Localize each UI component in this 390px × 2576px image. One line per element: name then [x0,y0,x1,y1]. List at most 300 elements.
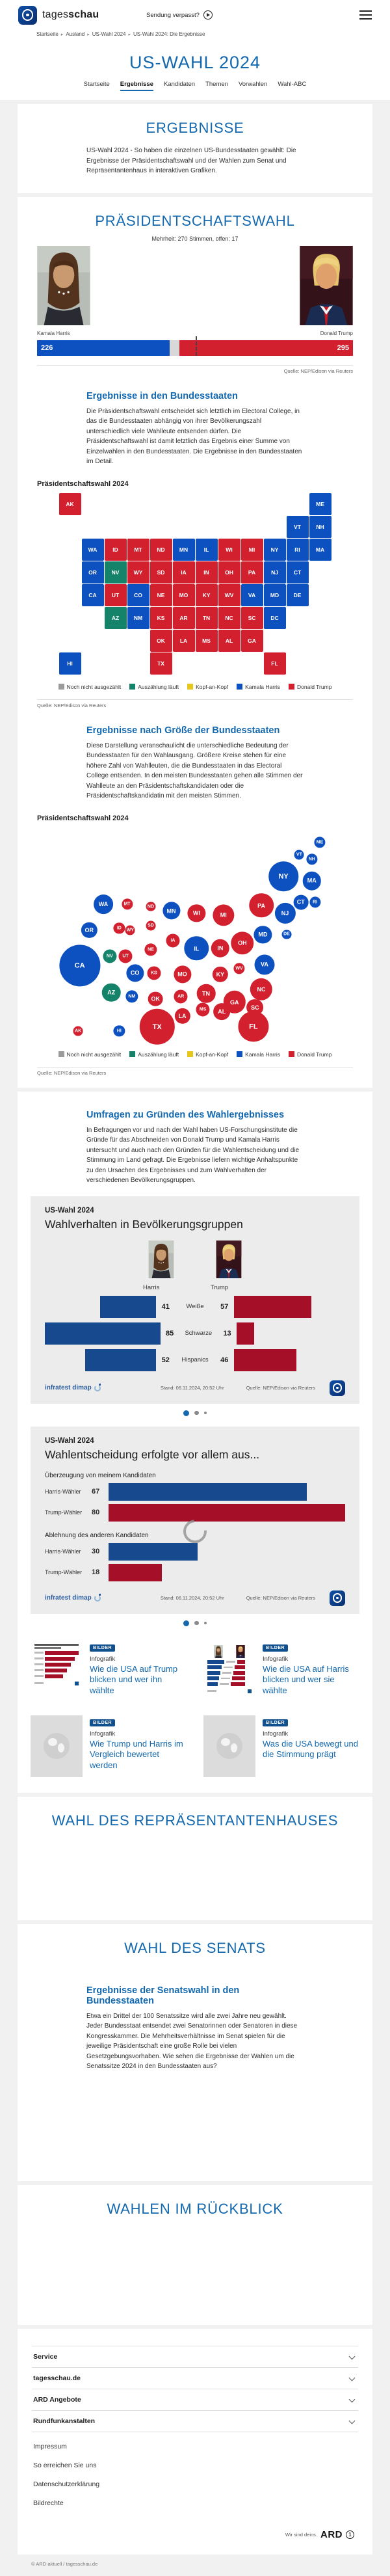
senatswahl-heading: Ergebnisse der Senatswahl in den Bundesstaaten [86,1985,240,2006]
state-tile-KY[interactable]: KY [196,584,218,606]
tagesschau-icon [330,1380,345,1396]
unloaded-content [31,1829,359,1901]
breadcrumb-item[interactable]: US-Wahl 2024: Die Ergebnisse [133,31,205,37]
carousel-dots [31,1620,359,1626]
state-tile-NY[interactable]: NY [264,539,286,561]
sendung-verpasst-link[interactable] [146,10,244,20]
kamala-harris-photo [37,246,90,329]
state-bubble-NM[interactable]: NM [125,991,138,1003]
carousel-dot-active[interactable] [183,1620,189,1626]
demographics-bars [45,1296,345,1371]
category-label: Weiße [186,1303,204,1310]
tagesschau-logo-icon[interactable] [18,6,37,25]
footer-accordion [32,2346,358,2432]
demographics-row [45,1322,345,1345]
state-bubble-WY[interactable]: WY [125,925,135,935]
state-tile-VT[interactable]: VT [287,516,309,538]
legend-item [58,1051,122,1058]
rueckblick-title: WAHLEN IM RÜCKBLICK [107,2200,283,2217]
decision-row [45,1564,345,1581]
teaser-grid [31,1641,359,1777]
state-tile-NH[interactable]: NH [309,516,332,538]
chart-title: Wahlverhalten in Bevölkerungsgruppen [45,1217,243,1231]
teaser-body [90,1715,187,1777]
footer-accordion-tagesschaude[interactable] [32,2367,358,2389]
ec-segment-offen [170,340,179,356]
trump-bar [237,1322,254,1345]
state-bubble-CT[interactable]: CT [293,895,308,910]
teaser-body [263,1641,359,1702]
ard-one-icon: 1 [346,2530,354,2539]
row-label: Trump-Wähler [45,1569,83,1576]
praesidentschaftswahl-title: PRÄSIDENTSCHAFTSWAHL [95,212,295,229]
row-bar [109,1564,162,1581]
tab-kandidaten[interactable]: Kandidaten [164,81,196,88]
trump-value: 57 [220,1302,229,1311]
row-label: Harris-Wähler [45,1488,81,1495]
electoral-college-bar [37,340,353,356]
state-tile-MS[interactable]: MS [196,630,218,652]
page-title: US-WAHL 2024 [129,53,261,72]
legend-label: Kamala Harris [245,1051,281,1058]
decision-row [45,1483,345,1501]
ec-segment-kamala-harris [37,340,170,356]
state-bubble-NJ[interactable]: NJ [274,902,295,923]
infratest-dimap-logo: infratest dimap [45,1384,101,1391]
senatswahl-text: Etwa ein Drittel der 100 Senatssitze wird alle zwei Jahre neu gewählt. Jeder Bundesstaat entsendet zwei Senatorinnen oder Senatoren in diese Kongresskammer. Die Mehrheitsverhältnisse im Senat spielen für die jeweilige Präsidentschaft eine große Rolle bei vielen Gesetzgebungsvorhaben. Wie sehen die Ergebnisse der Wahlen um die Senatssitze 2024 in den Bundesstaaten aus? [86,2012,298,2070]
state-bubble-DE[interactable]: DE [281,930,291,939]
state-tile-CA[interactable]: CA [82,584,104,606]
teaser-thumbnail[interactable] [31,1641,83,1702]
state-bubble-SD[interactable]: SD [146,921,156,931]
footer-accordion-service[interactable] [32,2346,358,2367]
footer-accordion-rundfunkanstalten[interactable] [32,2410,358,2432]
state-bubble-NH[interactable]: NH [306,853,317,865]
group-label: Ablehnung des anderen Kandidaten [45,1531,149,1539]
state-tile-TN[interactable]: TN [196,607,218,629]
teaser-thumbnail[interactable] [203,1641,255,1702]
trump-value: 46 [220,1356,229,1364]
source-note: Quelle: NEP/Edison via Reuters [283,368,353,374]
state-bubble-AR[interactable]: AR [174,990,188,1004]
state-tile-NM[interactable]: NM [127,607,150,629]
senat-title: WAHL DES SENATS [124,1939,266,1956]
chart-title: Wahlentscheidung erfolgte vor allem aus... [45,1447,260,1461]
map-legend [31,684,359,690]
trump-value: 13 [223,1329,231,1337]
footer-accordion-ardangebote[interactable] [32,2389,358,2410]
legend-swatch [237,684,242,690]
state-bubble-UT[interactable]: UT [119,949,133,963]
state-tile-DC[interactable]: DC [264,607,286,629]
candidate-harris [37,246,90,336]
chart-wahlverhalten [31,1196,359,1404]
state-tile-CO[interactable]: CO [127,584,150,606]
legend-label: Kopf-an-Kopf [196,1051,229,1058]
chart-footer [45,1380,345,1396]
state-tile-LA[interactable]: LA [173,630,195,652]
size-text: Diese Darstellung veranschaulicht die unterschiedliche Bedeutung der Bundesstaaten für den Wahlausgang. Größere Kreise stehen für eine höhere Zahl von Wahlleuten, die die Bundesstaaten in das Electoral College entsenden. In den meisten Bundesstaaten gehen alle Stimmen der Wahlleute an den Präsidentschaftskandidaten oder die Präsidentschaftskandidatin mit den meisten Stimmen. [86,742,303,799]
harris-bar [100,1296,156,1318]
section-praesidentschaftswahl [18,197,372,1088]
source-note: Quelle: NEP/Edison via Reuters [37,702,107,708]
state-bubble-LA[interactable]: LA [174,1008,190,1024]
harris-value: 41 [161,1302,170,1311]
state-tile-TX[interactable]: TX [150,652,172,675]
state-tile-NJ[interactable]: NJ [264,561,286,584]
tab-vorwahlen[interactable]: Vorwahlen [238,81,268,88]
state-tile-WY[interactable]: WY [127,561,150,584]
legend-label: Donald Trump [297,1051,332,1058]
legend-item [237,1051,280,1058]
state-bubble-NV[interactable]: NV [103,949,116,963]
page-footer [18,2329,372,2555]
footer-link[interactable]: Impressum [33,2442,67,2450]
tagesschau-wordmark[interactable]: tagesschau [42,9,99,20]
legend-item [289,1051,332,1058]
globe-icon [216,1733,242,1759]
section-rueckblick [18,2185,372,2325]
trump-votes: 295 [337,343,349,352]
teaser-item[interactable] [31,1641,187,1702]
state-tile-FL[interactable]: FL [264,652,286,675]
ergebnisse-intro-text: US-Wahl 2024 - So haben die einzelnen US-Bundesstaaten gewählt: Die Ergebnisse der Präsidentschaftswahl und der Wahlen zum Senat und Repräsentantenhaus in interaktiven Grafiken. [86,147,296,174]
state-tile-OK[interactable]: OK [150,630,172,652]
state-tile-NV[interactable]: NV [105,561,127,584]
masthead [0,0,390,100]
state-tile-MI[interactable]: MI [241,539,263,561]
trump-label: Trump [211,1283,229,1291]
harris-value: 85 [165,1329,174,1337]
legend-label: Noch nicht ausgezählt [66,683,122,690]
state-tile-PA[interactable]: PA [241,561,263,584]
tab-themen[interactable]: Themen [205,81,228,88]
state-bubble-AZ[interactable]: AZ [102,983,121,1002]
carousel-dot[interactable] [204,1622,207,1624]
category-label: Schwarze [185,1330,213,1337]
legend-label: Donald Trump [297,683,332,690]
state-bubble-VA[interactable]: VA [254,954,274,974]
legend-swatch [58,1051,64,1057]
legend-label: Noch nicht ausgezählt [66,1051,122,1058]
breadcrumb-item[interactable]: Startseite [36,31,58,37]
decision-group [45,1472,345,1522]
breadcrumb [0,30,390,42]
legend-swatch [187,1051,193,1057]
tab-startseite[interactable]: Startseite [83,81,110,88]
teaser-title[interactable]: Was die USA bewegt und die Stimmung prägt [263,1738,358,1760]
state-bubble-WA[interactable]: WA [94,894,113,914]
state-bubble-IN[interactable]: IN [211,939,230,958]
state-bubble-HI[interactable]: HI [114,1025,125,1036]
source-note: Quelle: NEP/Edison via Reuters [37,1069,107,1076]
teaser-item[interactable] [203,1715,359,1777]
size-heading: Ergebnisse nach Größe der Bundesstaaten [86,725,280,736]
state-bubble-MT[interactable]: MT [122,899,133,910]
source-note: Quelle: NEP/Edison via Reuters [246,1385,315,1391]
state-bubble-OK[interactable]: OK [148,991,163,1006]
state-tile-MA[interactable]: MA [309,539,332,561]
state-tile-IN[interactable]: IN [196,561,218,584]
umfragen-text: In Befragungen vor und nach der Wahl haben US-Forschungsinstitute die Gründe für das Abschneiden von Donald Trump und Kamala Harris untersucht und auch nach den Gründen für die Wahlentscheidung und die Stimmung im Land gefragt. Die Ergebnisse liefern wichtige Anhaltspunkte zu den Ursachen des Ergebnisses und zum Wahlverhalten der verschiedenen Bevölkerungsgruppen. [86,1126,300,1184]
group-label: Überzeugung von meinem Kandidaten [45,1471,156,1479]
legend-item [129,684,179,690]
legend-item [187,1051,228,1058]
chart-wahlentscheidung [31,1427,359,1614]
teaser-title[interactable]: Wie die USA auf Trump blicken und wer ihn wählte [90,1663,178,1696]
divider [37,699,353,700]
legend-swatch [187,684,193,690]
state-bubble-PA[interactable]: PA [249,893,273,917]
majority-note: Mehrheit: 270 Stimmen, offen: 17 [151,235,239,242]
section-senat [18,1924,372,2181]
state-tile-RI[interactable]: RI [287,539,309,561]
trump-bar [234,1349,297,1371]
states-heading: Ergebnisse in den Bundesstaaten [86,390,238,401]
carousel-dot-active[interactable] [183,1410,189,1416]
state-tile-IL[interactable]: IL [196,539,218,561]
chart-footer [45,1590,345,1606]
state-tile-ID[interactable]: ID [105,539,127,561]
bubble-map-legend [31,1051,359,1058]
legend-swatch [129,1051,135,1057]
state-tile-OH[interactable]: OH [218,561,240,584]
state-bubble-MS[interactable]: MS [196,1002,210,1016]
legend-label: Auszählung läuft [138,1051,179,1058]
legend-item [129,1051,179,1058]
unloaded-content [31,2218,359,2309]
teaser-kicker: Infografik [90,1655,116,1663]
footer-link[interactable]: So erreichen Sie uns [33,2461,97,2469]
carousel-dot[interactable] [194,1411,199,1415]
state-bubble-CO[interactable]: CO [126,964,144,982]
harris-votes: 226 [41,343,53,352]
state-bubble-NE[interactable]: NE [144,943,157,956]
state-bubble-SC[interactable]: SC [246,999,263,1016]
state-bubble-TX[interactable]: TX [139,1009,174,1044]
state-tile-WV[interactable]: WV [218,584,240,606]
state-bubble-FL[interactable]: FL [238,1012,268,1042]
footer-links [33,2443,358,2507]
candidates-row [31,246,359,336]
state-bubble-KS[interactable]: KS [147,966,161,980]
legend-label: Auszählung läuft [138,683,179,690]
state-tile-MO[interactable]: MO [173,584,195,606]
state-bubble-GA[interactable]: GA [224,991,246,1013]
carousel-dot[interactable] [194,1621,199,1626]
tab-wahl-abc[interactable]: Wahl-ABC [278,81,307,88]
teaser-thumbnail[interactable] [203,1715,255,1777]
mini-chart-profile-compare [203,1641,255,1702]
state-tile-SC[interactable]: SC [241,607,263,629]
row-label: Trump-Wähler [45,1509,83,1516]
state-bubble-ID[interactable]: ID [114,922,125,933]
accordion-label: ARD Angebote [33,2395,81,2404]
tab-ergebnisse[interactable]: Ergebnisse [120,81,153,91]
state-tile-UT[interactable]: UT [105,584,127,606]
state-bubble-CA[interactable]: CA [59,945,100,986]
row-value: 30 [92,1548,100,1555]
state-bubble-IA[interactable]: IA [166,934,179,948]
harris-photo-small [143,1270,179,1281]
footer-link[interactable]: Bildrechte [33,2499,64,2507]
row-bar [109,1483,307,1501]
hub-tabs [0,81,390,91]
legend-item [58,684,122,690]
state-tile-AK[interactable]: AK [59,493,81,515]
legend-swatch [58,684,64,690]
top-bar [0,0,390,30]
ec-segment-donald-trump [179,340,352,356]
bilder-badge: BILDER [90,1719,115,1726]
ergebnisse-title: ERGEBNISSE [146,120,244,136]
state-tile-CT[interactable]: CT [287,561,309,584]
decision-row [45,1504,345,1522]
breadcrumb-separator: ▸ [128,33,131,37]
map-label: Präsidentschaftswahl 2024 [37,479,129,488]
teaser-item[interactable] [203,1641,359,1702]
demographics-row [45,1296,345,1318]
legend-swatch [289,684,294,690]
harris-bar [85,1349,156,1371]
teaser-body [263,1715,359,1777]
states-text: Die Präsidentschaftswahl entscheidet sich letztlich im Electoral College, in das die Bundesstaaten abhängig von ihrer Bevölkerungszahl unterschiedlich viele Wahlleute entsenden dürfen. Die Präsidentschaftswahl ist damit letztlich das Ergebnis einer Summe von Einzelwahlen in den Bundesstaaten. Die Ergebnisse in den Bundesstaaten im Detail. [86,407,302,465]
copyright-bar: © ARD-aktuell / tagesschau.de [31,2560,98,2567]
state-bubble-KY[interactable]: KY [213,966,228,982]
state-tile-NC[interactable]: NC [218,607,240,629]
state-tile-IA[interactable]: IA [173,561,195,584]
bubble-map-label: Präsidentschaftswahl 2024 [37,814,129,822]
legend-label: Kamala Harris [245,683,281,690]
chevron-down-icon [349,2375,356,2381]
accordion-label: Rundfunkanstalten [33,2417,96,2425]
infratest-dimap-logo: infratest dimap [45,1594,101,1602]
state-tile-NE[interactable]: NE [150,584,172,606]
decision-bars [45,1472,345,1581]
ard-brand: ARD [320,2529,343,2540]
teaser-thumbnail[interactable] [31,1715,83,1777]
state-tile-AL[interactable]: AL [218,630,240,652]
state-bubble-MI[interactable]: MI [213,904,234,926]
bilder-badge: BILDER [90,1644,115,1652]
row-bar [109,1504,345,1522]
teaser-body [90,1641,187,1702]
demographics-row [45,1349,345,1371]
state-bubble-IL[interactable]: IL [185,936,209,960]
state-bubble-AL[interactable]: AL [213,1003,230,1020]
chevron-down-icon [349,2396,356,2403]
play-icon[interactable] [203,10,213,20]
state-tile-VA[interactable]: VA [241,584,263,606]
state-bubble-MA[interactable]: MA [303,872,322,891]
state-tile-DE[interactable]: DE [287,584,309,606]
teaser-kicker: Infografik [263,1655,289,1663]
state-bubble-NY[interactable]: NY [268,862,298,892]
footer-link[interactable]: Datenschutzerklärung [33,2480,100,2488]
state-tile-HI[interactable]: HI [59,652,81,675]
ard-logo [36,2529,354,2540]
state-bubble-AK[interactable]: AK [73,1026,83,1036]
state-bubble-OR[interactable]: OR [81,922,97,938]
state-bubble-ND[interactable]: ND [146,902,156,911]
section-umfragen [18,1092,372,1793]
legend-swatch [129,684,135,690]
row-bar [109,1543,198,1561]
state-tile-MT[interactable]: MT [127,539,150,561]
state-bubble-ME[interactable]: ME [314,837,325,848]
divider [37,365,353,366]
breadcrumb-separator: ▸ [60,33,64,37]
state-bubble-MD[interactable]: MD [254,926,272,943]
tagesschau-icon [330,1590,345,1606]
hamburger-menu-icon[interactable] [359,10,372,20]
row-value: 80 [92,1509,100,1516]
repraesentantenhaus-title: WAHL DES REPRÄSENTANTENHAUSES [51,1812,339,1829]
state-bubble-TN[interactable]: TN [197,984,216,1003]
state-tile-WI[interactable]: WI [218,539,240,561]
us-states-map [31,493,359,675]
decision-row [45,1543,345,1561]
breadcrumb-item[interactable]: US-Wahl 2024 [92,31,126,37]
us-states-bubble-map [37,827,353,1042]
breadcrumb-separator: ▸ [87,33,90,37]
harris-bar [45,1322,161,1345]
chart-kicker: US-Wahl 2024 [45,1436,94,1445]
state-bubble-NC[interactable]: NC [250,978,272,1000]
breadcrumb-item[interactable]: Ausland [66,31,85,37]
bilder-badge: BILDER [263,1644,288,1652]
state-bubble-WV[interactable]: WV [233,963,244,974]
state-tile-ND[interactable]: ND [150,539,172,561]
state-bubble-MN[interactable]: MN [162,902,180,920]
ard-claim: Wir sind deins. [285,2531,317,2538]
state-bubble-MO[interactable]: MO [174,965,191,983]
umfragen-heading: Umfragen zu Gründen des Wahlergebnisses [86,1109,285,1120]
legend-label: Kopf-an-Kopf [196,683,229,690]
unloaded-content [31,2072,359,2169]
accordion-label: Service [33,2352,58,2361]
state-bubble-WI[interactable]: WI [188,904,205,922]
stand-note: Stand: 06.11.2024, 20:52 Uhr [160,1385,224,1391]
state-tile-AR[interactable]: AR [173,607,195,629]
state-tile-AZ[interactable]: AZ [105,607,127,629]
state-tile-MN[interactable]: MN [173,539,195,561]
state-tile-OR[interactable]: OR [82,561,104,584]
donald-trump-photo [300,246,353,329]
mini-chart-trump-profile [31,1641,83,1702]
state-tile-ME[interactable]: ME [309,493,332,515]
state-tile-WA[interactable]: WA [82,539,104,561]
state-bubble-RI[interactable]: RI [309,896,320,907]
globe-icon [44,1733,70,1759]
teaser-title[interactable]: Wie Trump und Harris im Vergleich bewertet werden [90,1738,183,1771]
carousel-dots [31,1410,359,1416]
legend-item [187,684,228,690]
state-bubble-OH[interactable]: OH [231,932,254,954]
legend-swatch [237,1051,242,1057]
state-tile-KS[interactable]: KS [150,607,172,629]
row-value: 18 [92,1568,100,1576]
teaser-item[interactable] [31,1715,187,1777]
teaser-title[interactable]: Wie die USA auf Harris blicken und wer sie wählte [263,1663,349,1696]
state-tile-GA[interactable]: GA [241,630,263,652]
state-tile-MD[interactable]: MD [264,584,286,606]
bilder-badge: BILDER [263,1719,288,1726]
row-label: Harris-Wähler [45,1548,81,1555]
state-bubble-VT[interactable]: VT [294,850,304,860]
carousel-dot[interactable] [204,1412,207,1414]
state-tile-SD[interactable]: SD [150,561,172,584]
